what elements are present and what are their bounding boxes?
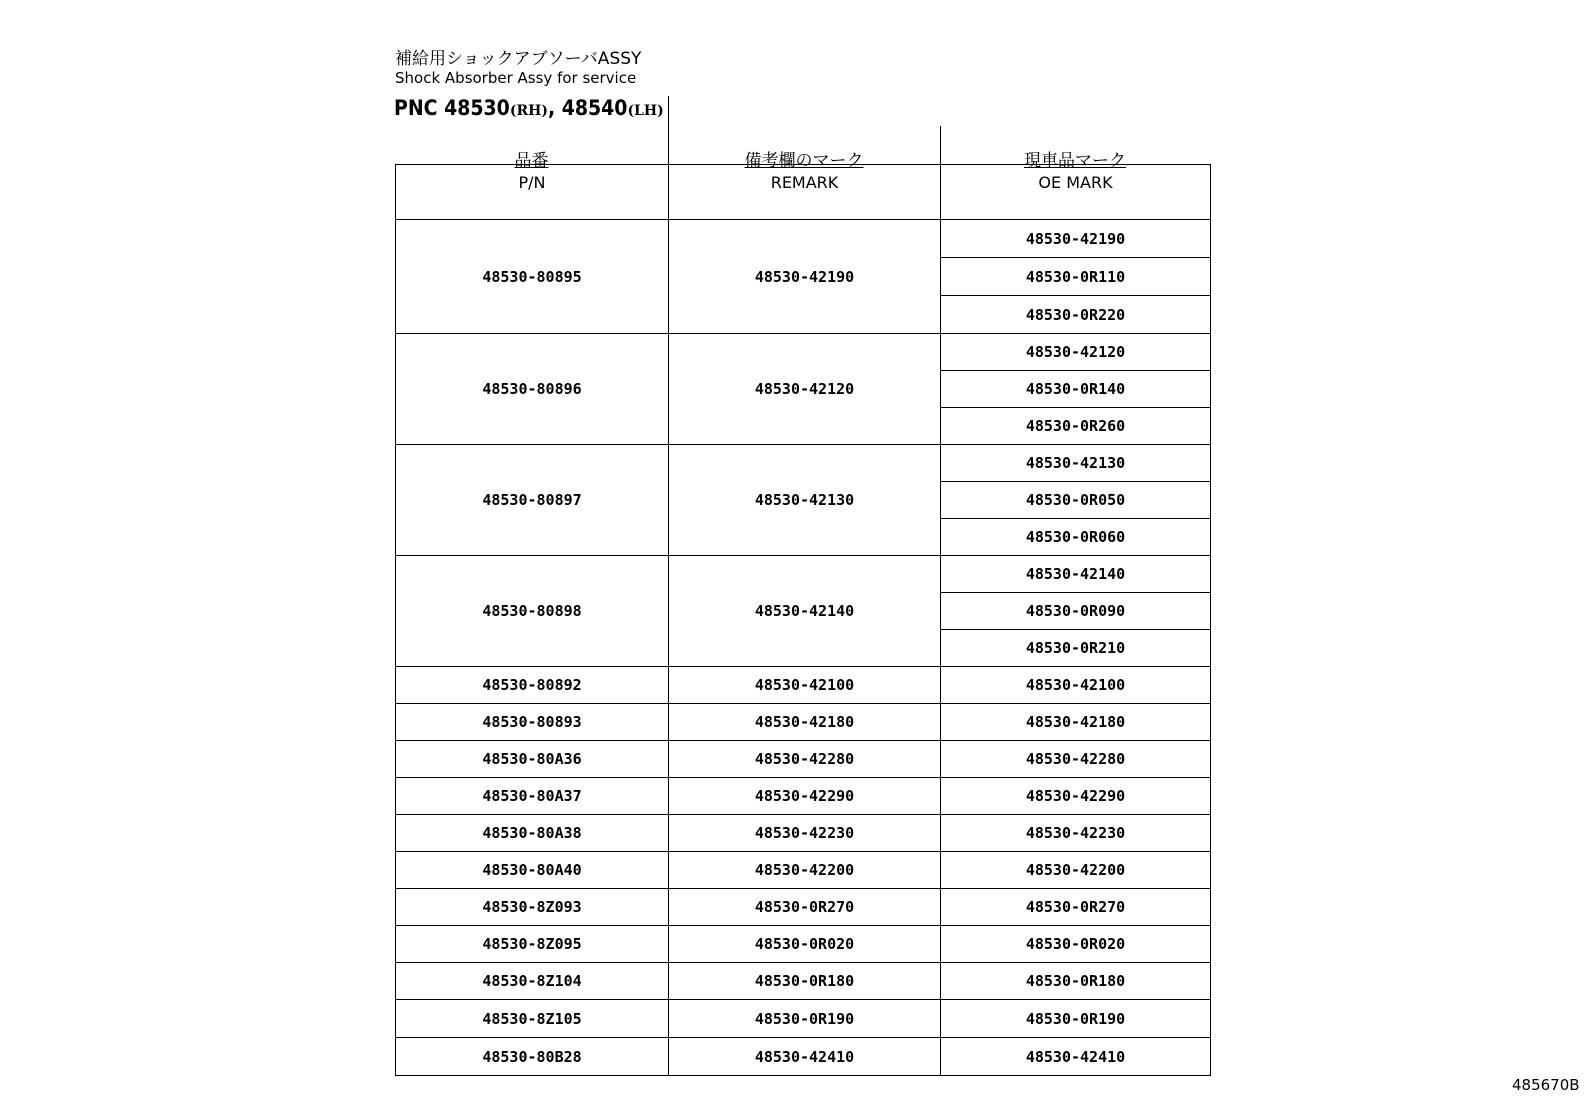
pn-cell: 48530-8Z104 xyxy=(396,963,669,1000)
oe-cell: 48530-0R180 xyxy=(941,963,1211,1000)
pn-cell: 48530-80897 xyxy=(396,445,669,556)
remark-cell: 48530-42280 xyxy=(669,741,941,778)
table-row xyxy=(396,220,1211,258)
remark-cell: 48530-0R190 xyxy=(669,1000,941,1038)
document-title-jp: 補給用ショックアブソーバASSY xyxy=(395,49,642,69)
oe-cell: 48530-42190 xyxy=(941,220,1211,258)
pn-cell: 48530-80A40 xyxy=(396,852,669,889)
remark-cell: 48530-42230 xyxy=(669,815,941,852)
remark-cell: 48530-42200 xyxy=(669,852,941,889)
oe-cell: 48530-0R060 xyxy=(941,519,1211,556)
oe-cell: 48530-0R140 xyxy=(941,371,1211,408)
pn-cell: 48530-80B28 xyxy=(396,1038,669,1076)
pnc-prefix: PNC 48530 xyxy=(394,96,510,120)
oe-cell: 48530-42180 xyxy=(941,704,1211,741)
pn-cell: 48530-8Z105 xyxy=(396,1000,669,1038)
pn-cell: 48530-8Z095 xyxy=(396,926,669,963)
pn-cell: 48530-80895 xyxy=(396,220,669,334)
oe-cell: 48530-0R210 xyxy=(941,630,1211,667)
table-row xyxy=(396,1038,1211,1076)
pn-cell: 48530-80893 xyxy=(396,704,669,741)
column-header-jp-oe: 現車品マーク xyxy=(1024,151,1126,171)
pnc-rh: (RH) xyxy=(509,103,548,119)
remark-cell: 48530-42180 xyxy=(669,704,941,741)
pn-cell: 48530-80A38 xyxy=(396,815,669,852)
oe-cell: 48530-0R220 xyxy=(941,296,1211,334)
oe-cell: 48530-42130 xyxy=(941,445,1211,482)
oe-cell: 48530-0R110 xyxy=(941,258,1211,296)
oe-cell: 48530-42140 xyxy=(941,556,1211,593)
table-row xyxy=(396,778,1211,815)
pnc-mid: , 48540 xyxy=(547,96,628,120)
remark-cell: 48530-42410 xyxy=(669,1038,941,1076)
table-row xyxy=(396,926,1211,963)
oe-cell: 48530-0R020 xyxy=(941,926,1211,963)
oe-cell: 48530-42280 xyxy=(941,741,1211,778)
table-row xyxy=(396,815,1211,852)
table-row xyxy=(396,556,1211,593)
remark-cell: 48530-0R270 xyxy=(669,889,941,926)
column-header-oe: OE MARK xyxy=(941,165,1211,220)
remark-cell: 48530-42120 xyxy=(669,334,941,445)
oe-cell: 48530-42100 xyxy=(941,667,1211,704)
column-header-jp-remark: 備考欄のマーク xyxy=(744,151,864,171)
table-row xyxy=(396,445,1211,482)
oe-cell: 48530-42120 xyxy=(941,334,1211,371)
pn-cell: 48530-8Z093 xyxy=(396,889,669,926)
pnc-line xyxy=(394,96,664,120)
table-row xyxy=(396,741,1211,778)
table-row xyxy=(396,667,1211,704)
table-header-row xyxy=(396,165,1211,220)
column-header-remark: REMARK xyxy=(669,165,941,220)
table-row xyxy=(396,704,1211,741)
remark-cell: 48530-0R180 xyxy=(669,963,941,1000)
pn-cell: 48530-80898 xyxy=(396,556,669,667)
pn-cell: 48530-80A37 xyxy=(396,778,669,815)
oe-cell: 48530-0R090 xyxy=(941,593,1211,630)
remark-cell: 48530-42190 xyxy=(669,220,941,334)
oe-cell: 48530-0R260 xyxy=(941,408,1211,445)
oe-cell: 48530-42410 xyxy=(941,1038,1211,1076)
parts-table xyxy=(395,164,1211,1076)
column-header-jp-pn: 品番 xyxy=(514,151,549,171)
table-row xyxy=(396,889,1211,926)
oe-cell: 48530-0R190 xyxy=(941,1000,1211,1038)
remark-cell: 48530-42290 xyxy=(669,778,941,815)
remark-cell: 48530-42100 xyxy=(669,667,941,704)
document-title-en: Shock Absorber Assy for service xyxy=(395,69,637,87)
column-header-pn: P/N xyxy=(396,165,669,220)
pn-cell: 48530-80A36 xyxy=(396,741,669,778)
figure-code: 485670B xyxy=(1512,1076,1580,1094)
pnc-lh: (LH) xyxy=(627,103,664,119)
table-row xyxy=(396,1000,1211,1038)
table-row xyxy=(396,852,1211,889)
remark-cell: 48530-42130 xyxy=(669,445,941,556)
table-row xyxy=(396,334,1211,371)
remark-cell: 48530-42140 xyxy=(669,556,941,667)
oe-cell: 48530-42200 xyxy=(941,852,1211,889)
pn-cell: 48530-80896 xyxy=(396,334,669,445)
oe-cell: 48530-0R270 xyxy=(941,889,1211,926)
remark-cell: 48530-0R020 xyxy=(669,926,941,963)
oe-cell: 48530-42290 xyxy=(941,778,1211,815)
oe-cell: 48530-0R050 xyxy=(941,482,1211,519)
table-row xyxy=(396,963,1211,1000)
pn-cell: 48530-80892 xyxy=(396,667,669,704)
oe-cell: 48530-42230 xyxy=(941,815,1211,852)
